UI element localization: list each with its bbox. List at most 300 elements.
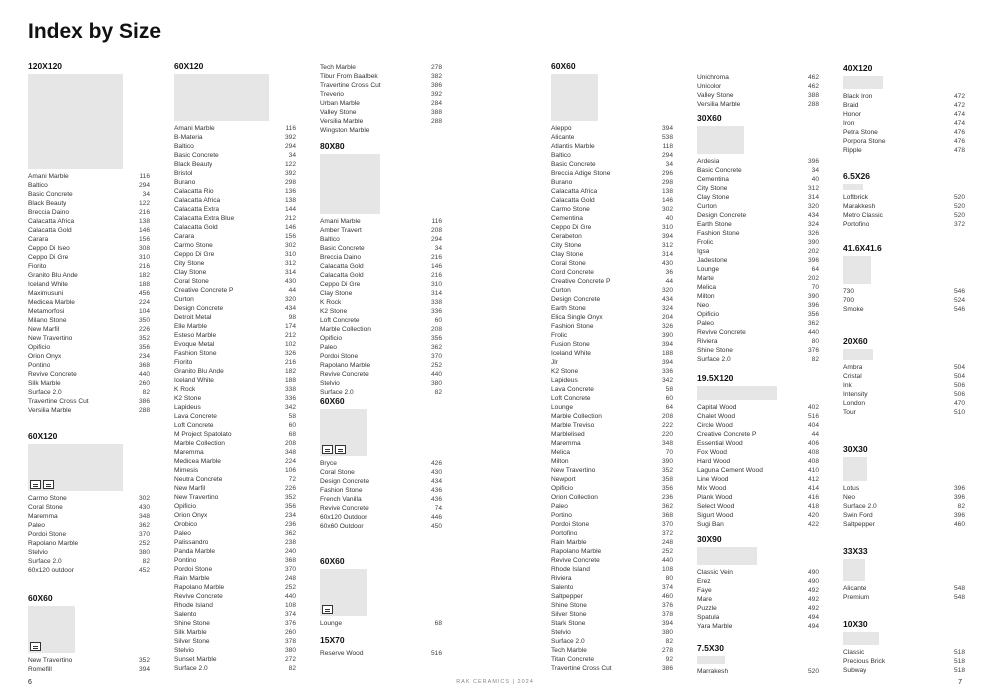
size-section	[843, 170, 965, 229]
index-row[interactable]	[551, 340, 673, 349]
index-row[interactable]	[697, 346, 819, 355]
index-row[interactable]	[174, 376, 296, 385]
index-row[interactable]	[551, 421, 673, 430]
index-row[interactable]	[697, 220, 819, 229]
size-heading: 60X60	[320, 556, 345, 566]
index-row[interactable]	[320, 513, 442, 522]
index-row[interactable]	[174, 259, 296, 268]
page-reference: 440	[138, 371, 150, 378]
index-row[interactable]	[697, 421, 819, 430]
index-row[interactable]	[697, 568, 819, 577]
finish-icon	[43, 480, 54, 489]
page-reference: 368	[661, 512, 673, 519]
index-row[interactable]	[551, 439, 673, 448]
index-row[interactable]	[697, 175, 819, 184]
index-row[interactable]	[697, 157, 819, 166]
index-row[interactable]	[697, 613, 819, 622]
index-row[interactable]	[551, 547, 673, 556]
page-reference: 294	[284, 143, 296, 150]
index-row[interactable]	[697, 319, 819, 328]
size-heading: 19.5X120	[697, 373, 734, 383]
index-row[interactable]	[551, 448, 673, 457]
index-row[interactable]	[697, 301, 819, 310]
index-row[interactable]	[28, 235, 150, 244]
index-row[interactable]	[174, 556, 296, 565]
index-row[interactable]	[174, 520, 296, 529]
index-row[interactable]	[28, 262, 150, 271]
index-row[interactable]	[28, 548, 150, 557]
index-row[interactable]	[174, 358, 296, 367]
index-row[interactable]	[551, 358, 673, 367]
index-row[interactable]	[174, 124, 296, 133]
index-row[interactable]	[320, 117, 442, 126]
index-row[interactable]	[843, 287, 965, 296]
index-row[interactable]	[551, 412, 673, 421]
index-row[interactable]	[697, 622, 819, 631]
index-row[interactable]	[320, 370, 442, 379]
index-row[interactable]	[28, 172, 150, 181]
index-row[interactable]	[28, 370, 150, 379]
page-reference: 224	[138, 299, 150, 306]
index-row[interactable]	[551, 124, 673, 133]
index-row[interactable]	[843, 390, 965, 399]
index-row[interactable]	[320, 271, 442, 280]
index-row[interactable]	[551, 502, 673, 511]
index-row[interactable]	[551, 223, 673, 232]
index-row[interactable]	[697, 100, 819, 109]
index-row[interactable]	[174, 430, 296, 439]
index-row[interactable]	[843, 511, 965, 520]
index-row[interactable]	[551, 376, 673, 385]
index-row[interactable]	[28, 316, 150, 325]
index-row[interactable]	[551, 466, 673, 475]
index-row[interactable]	[843, 408, 965, 417]
index-row[interactable]	[320, 352, 442, 361]
index-row[interactable]	[174, 493, 296, 502]
collection-name: Swin Ford	[843, 512, 873, 519]
index-row[interactable]	[551, 511, 673, 520]
index-row[interactable]	[551, 664, 673, 673]
index-row[interactable]	[551, 637, 673, 646]
index-row[interactable]	[697, 457, 819, 466]
index-row[interactable]	[320, 307, 442, 316]
index-row[interactable]	[174, 412, 296, 421]
index-row[interactable]	[697, 265, 819, 274]
index-row[interactable]	[174, 340, 296, 349]
index-row[interactable]	[174, 511, 296, 520]
index-row[interactable]	[697, 577, 819, 586]
size-heading: 60X120	[174, 61, 204, 71]
index-row[interactable]	[174, 628, 296, 637]
index-row[interactable]	[551, 205, 673, 214]
index-row[interactable]	[551, 457, 673, 466]
index-row[interactable]	[843, 119, 965, 128]
index-row[interactable]	[320, 649, 442, 658]
index-row[interactable]	[551, 583, 673, 592]
index-row[interactable]	[697, 502, 819, 511]
index-row[interactable]	[843, 92, 965, 101]
index-row[interactable]	[320, 235, 442, 244]
collection-name: Alicante	[843, 585, 867, 592]
size-section	[843, 62, 965, 155]
index-row[interactable]	[843, 372, 965, 381]
index-row[interactable]	[320, 468, 442, 477]
index-row[interactable]	[843, 666, 965, 675]
index-row[interactable]	[843, 202, 965, 211]
index-row[interactable]	[320, 280, 442, 289]
index-row[interactable]	[174, 664, 296, 673]
index-row[interactable]	[551, 214, 673, 223]
index-row[interactable]	[843, 101, 965, 110]
index-row[interactable]	[697, 238, 819, 247]
index-row[interactable]	[843, 137, 965, 146]
index-row[interactable]	[174, 385, 296, 394]
index-row[interactable]	[320, 72, 442, 81]
index-row[interactable]	[551, 655, 673, 664]
index-row[interactable]	[843, 211, 965, 220]
page-reference: 520	[953, 194, 965, 201]
page-reference: 410	[807, 467, 819, 474]
index-row[interactable]	[697, 355, 819, 364]
index-row[interactable]	[551, 241, 673, 250]
index-row[interactable]	[551, 178, 673, 187]
collection-name: Calacatta Gold	[28, 227, 72, 234]
index-row[interactable]	[174, 637, 296, 646]
index-row[interactable]	[697, 229, 819, 238]
index-row[interactable]	[28, 190, 150, 199]
index-row[interactable]	[843, 146, 965, 155]
index-row[interactable]	[551, 295, 673, 304]
index-row[interactable]	[174, 646, 296, 655]
index-row[interactable]	[320, 325, 442, 334]
index-row[interactable]	[28, 406, 150, 415]
index-row[interactable]	[697, 586, 819, 595]
index-row[interactable]	[551, 331, 673, 340]
index-row[interactable]	[843, 220, 965, 229]
index-row[interactable]	[28, 665, 150, 674]
index-row[interactable]	[28, 656, 150, 665]
index-row[interactable]	[320, 244, 442, 253]
index-row[interactable]	[174, 466, 296, 475]
index-row[interactable]	[320, 253, 442, 262]
index-row[interactable]	[697, 412, 819, 421]
index-row[interactable]	[697, 595, 819, 604]
index-row[interactable]	[551, 520, 673, 529]
index-row[interactable]	[551, 304, 673, 313]
index-row[interactable]	[697, 73, 819, 82]
index-row[interactable]	[843, 593, 965, 602]
index-row[interactable]	[174, 196, 296, 205]
index-row[interactable]	[697, 448, 819, 457]
index-row[interactable]	[551, 385, 673, 394]
index-row[interactable]	[320, 477, 442, 486]
index-row[interactable]	[320, 262, 442, 271]
index-row[interactable]	[28, 226, 150, 235]
index-row[interactable]	[551, 196, 673, 205]
index-row[interactable]	[174, 592, 296, 601]
index-row[interactable]	[843, 193, 965, 202]
index-row[interactable]	[28, 539, 150, 548]
index-row[interactable]	[320, 361, 442, 370]
index-row[interactable]	[697, 274, 819, 283]
index-row[interactable]	[174, 331, 296, 340]
index-row[interactable]	[843, 128, 965, 137]
index-row[interactable]	[28, 307, 150, 316]
index-row[interactable]	[320, 495, 442, 504]
index-row[interactable]	[28, 298, 150, 307]
index-row[interactable]	[843, 381, 965, 390]
index-row[interactable]	[320, 504, 442, 513]
index-row[interactable]	[320, 90, 442, 99]
index-row[interactable]	[551, 538, 673, 547]
index-row[interactable]	[697, 337, 819, 346]
index-row[interactable]	[174, 295, 296, 304]
index-row[interactable]	[551, 133, 673, 142]
index-row[interactable]	[28, 494, 150, 503]
index-row[interactable]	[28, 244, 150, 253]
index-row[interactable]	[174, 394, 296, 403]
index-row[interactable]	[551, 610, 673, 619]
index-row[interactable]	[551, 601, 673, 610]
index-row[interactable]	[697, 520, 819, 529]
index-row[interactable]	[551, 250, 673, 259]
index-row[interactable]	[174, 502, 296, 511]
index-row[interactable]	[174, 547, 296, 556]
index-row[interactable]	[320, 63, 442, 72]
index-row[interactable]	[174, 205, 296, 214]
index-row[interactable]	[697, 82, 819, 91]
index-row[interactable]	[174, 538, 296, 547]
index-row[interactable]	[174, 367, 296, 376]
index-row[interactable]	[28, 530, 150, 539]
index-row[interactable]	[174, 151, 296, 160]
index-row[interactable]	[174, 232, 296, 241]
index-row[interactable]	[174, 286, 296, 295]
index-row[interactable]	[551, 574, 673, 583]
index-row[interactable]	[697, 202, 819, 211]
tile-size-swatch	[551, 74, 598, 121]
index-row[interactable]	[174, 187, 296, 196]
index-row[interactable]	[697, 511, 819, 520]
index-row[interactable]	[551, 475, 673, 484]
index-row[interactable]	[551, 268, 673, 277]
index-row[interactable]	[843, 110, 965, 119]
index-row[interactable]	[551, 232, 673, 241]
index-row[interactable]	[174, 583, 296, 592]
index-row[interactable]	[697, 166, 819, 175]
index-row[interactable]	[551, 646, 673, 655]
index-row[interactable]	[28, 566, 150, 575]
index-row[interactable]	[28, 199, 150, 208]
index-row[interactable]	[697, 310, 819, 319]
index-row[interactable]	[551, 349, 673, 358]
collection-list	[697, 568, 819, 631]
index-row[interactable]	[697, 256, 819, 265]
index-row[interactable]	[28, 217, 150, 226]
index-row[interactable]	[28, 521, 150, 530]
index-row[interactable]	[28, 379, 150, 388]
index-row[interactable]	[174, 241, 296, 250]
index-row[interactable]	[174, 484, 296, 493]
index-row[interactable]	[843, 296, 965, 305]
index-row[interactable]	[697, 493, 819, 502]
index-row[interactable]	[174, 655, 296, 664]
index-row[interactable]	[174, 169, 296, 178]
index-row[interactable]	[551, 430, 673, 439]
index-row[interactable]	[320, 99, 442, 108]
index-row[interactable]	[551, 619, 673, 628]
index-row[interactable]	[174, 178, 296, 187]
index-row[interactable]	[174, 448, 296, 457]
index-row[interactable]	[551, 367, 673, 376]
index-row[interactable]	[551, 394, 673, 403]
index-row[interactable]	[320, 522, 442, 531]
index-row[interactable]	[174, 421, 296, 430]
collection-name: Romefill	[28, 666, 52, 673]
index-row[interactable]	[28, 503, 150, 512]
index-row[interactable]	[697, 484, 819, 493]
index-row[interactable]	[551, 259, 673, 268]
index-row[interactable]	[551, 151, 673, 160]
index-row[interactable]	[551, 565, 673, 574]
index-row[interactable]	[697, 403, 819, 412]
index-row[interactable]	[28, 181, 150, 190]
index-row[interactable]	[28, 208, 150, 217]
index-row[interactable]	[320, 316, 442, 325]
index-row[interactable]	[843, 520, 965, 529]
index-row[interactable]	[697, 439, 819, 448]
index-row[interactable]	[320, 289, 442, 298]
index-row[interactable]	[843, 399, 965, 408]
index-row[interactable]	[551, 556, 673, 565]
index-row[interactable]	[174, 439, 296, 448]
index-row[interactable]	[174, 304, 296, 313]
index-row[interactable]	[174, 403, 296, 412]
index-row[interactable]	[551, 277, 673, 286]
page-reference: 216	[430, 272, 442, 279]
index-row[interactable]	[174, 322, 296, 331]
index-row[interactable]	[28, 557, 150, 566]
index-row[interactable]	[28, 253, 150, 262]
index-row[interactable]	[174, 574, 296, 583]
index-row[interactable]	[28, 388, 150, 397]
index-row[interactable]	[697, 475, 819, 484]
index-row[interactable]	[697, 430, 819, 439]
collection-name: Opificio	[697, 311, 719, 318]
index-row[interactable]	[843, 657, 965, 666]
index-row[interactable]	[697, 193, 819, 202]
index-row[interactable]	[697, 328, 819, 337]
index-row[interactable]	[174, 610, 296, 619]
index-row[interactable]	[174, 565, 296, 574]
index-row[interactable]	[28, 271, 150, 280]
index-row[interactable]	[174, 142, 296, 151]
index-row[interactable]	[320, 217, 442, 226]
index-row[interactable]	[174, 277, 296, 286]
index-row[interactable]	[697, 91, 819, 100]
index-row[interactable]	[843, 363, 965, 372]
index-row[interactable]	[697, 667, 819, 676]
index-row[interactable]	[320, 619, 442, 628]
index-row[interactable]	[28, 280, 150, 289]
index-row[interactable]	[174, 214, 296, 223]
index-row[interactable]	[174, 349, 296, 358]
index-row[interactable]	[551, 403, 673, 412]
index-row[interactable]	[320, 126, 442, 135]
index-row[interactable]	[28, 289, 150, 298]
index-row[interactable]	[551, 592, 673, 601]
index-row[interactable]	[551, 160, 673, 169]
index-row[interactable]	[551, 529, 673, 538]
index-row[interactable]	[320, 226, 442, 235]
index-row[interactable]	[28, 325, 150, 334]
index-row[interactable]	[551, 493, 673, 502]
index-row[interactable]	[551, 628, 673, 637]
index-row[interactable]	[174, 133, 296, 142]
index-row[interactable]	[174, 250, 296, 259]
index-row[interactable]	[174, 529, 296, 538]
index-row[interactable]	[28, 343, 150, 352]
index-row[interactable]	[843, 648, 965, 657]
index-row[interactable]	[174, 601, 296, 610]
collection-name: Lounge	[697, 266, 720, 273]
index-row[interactable]	[28, 512, 150, 521]
index-row[interactable]	[697, 247, 819, 256]
index-row[interactable]	[697, 283, 819, 292]
index-row[interactable]	[174, 475, 296, 484]
index-row[interactable]	[28, 361, 150, 370]
index-row[interactable]	[28, 352, 150, 361]
index-row[interactable]	[551, 142, 673, 151]
index-row[interactable]	[697, 604, 819, 613]
index-row[interactable]	[697, 211, 819, 220]
index-row[interactable]	[320, 334, 442, 343]
index-row[interactable]	[320, 108, 442, 117]
index-row[interactable]	[320, 379, 442, 388]
index-row[interactable]	[320, 343, 442, 352]
index-row[interactable]	[551, 286, 673, 295]
index-row[interactable]	[551, 484, 673, 493]
index-row[interactable]	[28, 397, 150, 406]
index-row[interactable]	[551, 313, 673, 322]
index-row[interactable]	[551, 322, 673, 331]
index-row[interactable]	[174, 268, 296, 277]
index-row[interactable]	[697, 292, 819, 301]
index-row[interactable]	[843, 305, 965, 314]
index-row[interactable]	[320, 81, 442, 90]
index-row[interactable]	[843, 484, 965, 493]
index-row[interactable]	[551, 169, 673, 178]
index-row[interactable]	[320, 459, 442, 468]
index-row[interactable]	[174, 619, 296, 628]
collection-name: Palissandro	[174, 539, 209, 546]
index-row[interactable]	[174, 313, 296, 322]
index-row[interactable]	[320, 298, 442, 307]
index-row[interactable]	[174, 160, 296, 169]
collection-name: Porpora Stone	[843, 138, 886, 145]
index-row[interactable]	[551, 187, 673, 196]
page-reference: 372	[953, 221, 965, 228]
index-row[interactable]	[174, 223, 296, 232]
index-row[interactable]	[843, 584, 965, 593]
index-row[interactable]	[697, 184, 819, 193]
index-row[interactable]	[320, 486, 442, 495]
index-row[interactable]	[843, 493, 965, 502]
index-row[interactable]	[843, 502, 965, 511]
index-row[interactable]	[697, 466, 819, 475]
index-row[interactable]	[174, 457, 296, 466]
index-row[interactable]	[28, 334, 150, 343]
